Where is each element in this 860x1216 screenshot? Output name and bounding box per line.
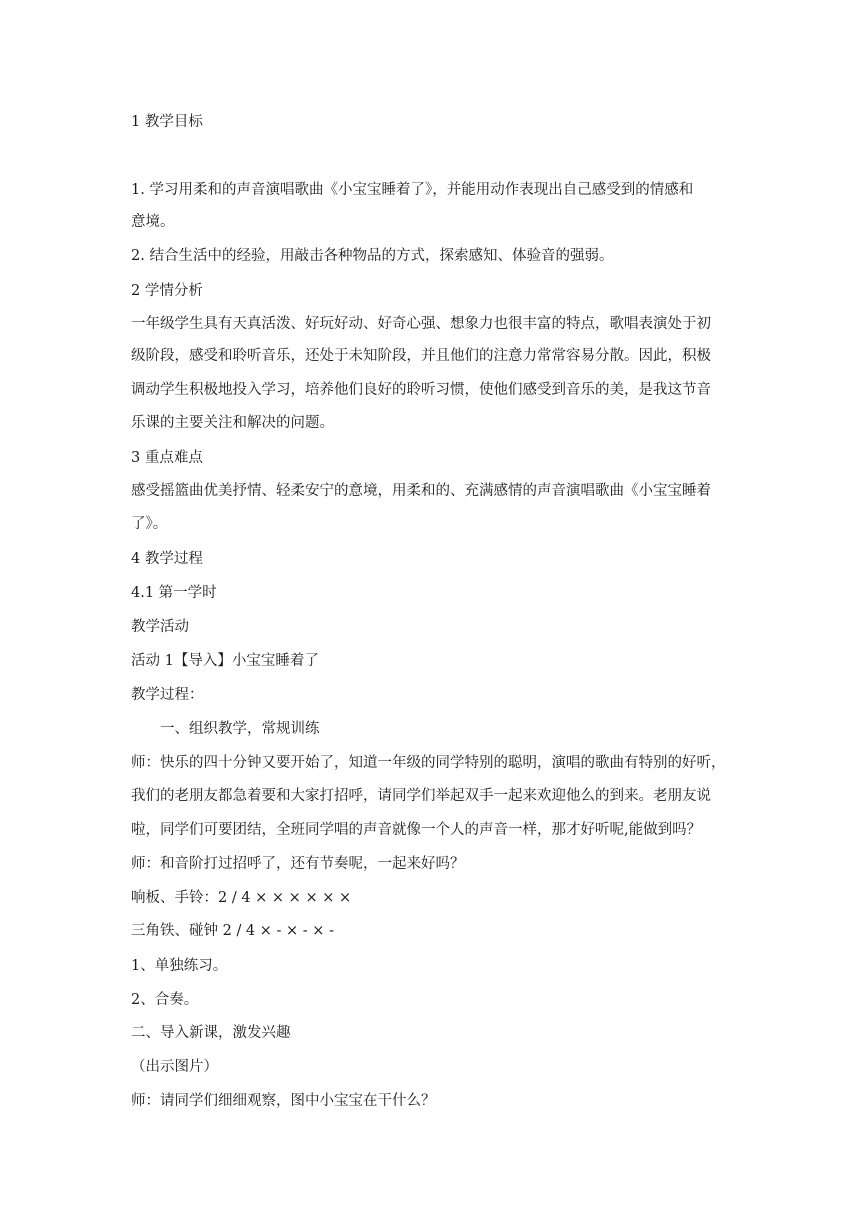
show-picture: （出示图片） (131, 1059, 218, 1075)
teacher-1-line-3: 啦，同学们可要团结，全班同学唱的声音就像一个人的声音一样，那才好听呢,能做到吗？ (131, 822, 702, 838)
process-label: 教学过程： (131, 687, 204, 703)
analysis-line-3: 调动学生积极地投入学习，培养他们良好的聆听习惯，使他们感受到音乐的美，是我这节音 (131, 382, 711, 398)
analysis-line-1: 一年级学生具有天真活泼、好玩好动、好奇心强、想象力也很丰富的特点，歌唱表演处于初 (131, 316, 711, 332)
step-2: 二、导入新课，激发兴趣 (131, 1025, 291, 1041)
practice-1: 1、单独练习。 (131, 958, 228, 974)
teacher-1-line-1: 师：快乐的四十分钟又要开始了，知道一年级的同学特别的聪明，演唱的歌曲有特别的好听， (131, 755, 726, 771)
objective-2: 2. 结合生活中的经验，用敲击各种物品的方式，探索感知、体验音的强弱。 (131, 248, 614, 264)
difficulty-line-1: 感受摇篮曲优美抒情、轻柔安宁的意境，用柔和的、充满感情的声音演唱歌曲《小宝宝睡着 (131, 483, 711, 499)
analysis-line-4: 乐课的主要关注和解决的问题。 (131, 415, 334, 431)
step-1: 一、组织教学，常规训练 (160, 721, 320, 737)
lesson-1: 4.1 第一学时 (131, 585, 217, 601)
rhythm-2: 三角铁、碰钟 2 / 4 × - × - × - (131, 923, 334, 939)
activity-1: 活动 1【导入】小宝宝睡着了 (131, 653, 319, 669)
objective-1-line-1: 1. 学习用柔和的声音演唱歌曲《小宝宝睡着了》，并能用动作表现出自己感受到的情感和 (131, 182, 694, 198)
difficulty-heading: 3 重点难点 (131, 450, 203, 466)
difficulty-line-2: 了》。 (131, 516, 168, 532)
activity-heading: 教学活动 (131, 619, 189, 635)
teacher-2: 师：和音阶打过招呼了，还有节奏呢，一起来好吗？ (131, 856, 465, 872)
objective-1-line-2: 意境。 (131, 214, 175, 230)
analysis-line-2: 级阶段，感受和聆听音乐，还处于未知阶段，并且他们的注意力常常容易分散。因此，积极 (131, 348, 711, 364)
rhythm-1: 响板、手铃：2 / 4 × × × × × × (131, 890, 352, 906)
practice-2: 2、合奏。 (131, 992, 199, 1008)
teacher-1-line-2: 我们的老朋友都急着要和大家打招呼，请同学们举起双手一起来欢迎他么的到来。老朋友说 (131, 788, 711, 804)
analysis-heading: 2 学情分析 (131, 283, 203, 299)
process-heading: 4 教学过程 (131, 551, 203, 567)
objectives-heading: 1 教学目标 (131, 114, 203, 130)
teacher-3: 师：请同学们细细观察，图中小宝宝在干什么？ (131, 1093, 436, 1109)
